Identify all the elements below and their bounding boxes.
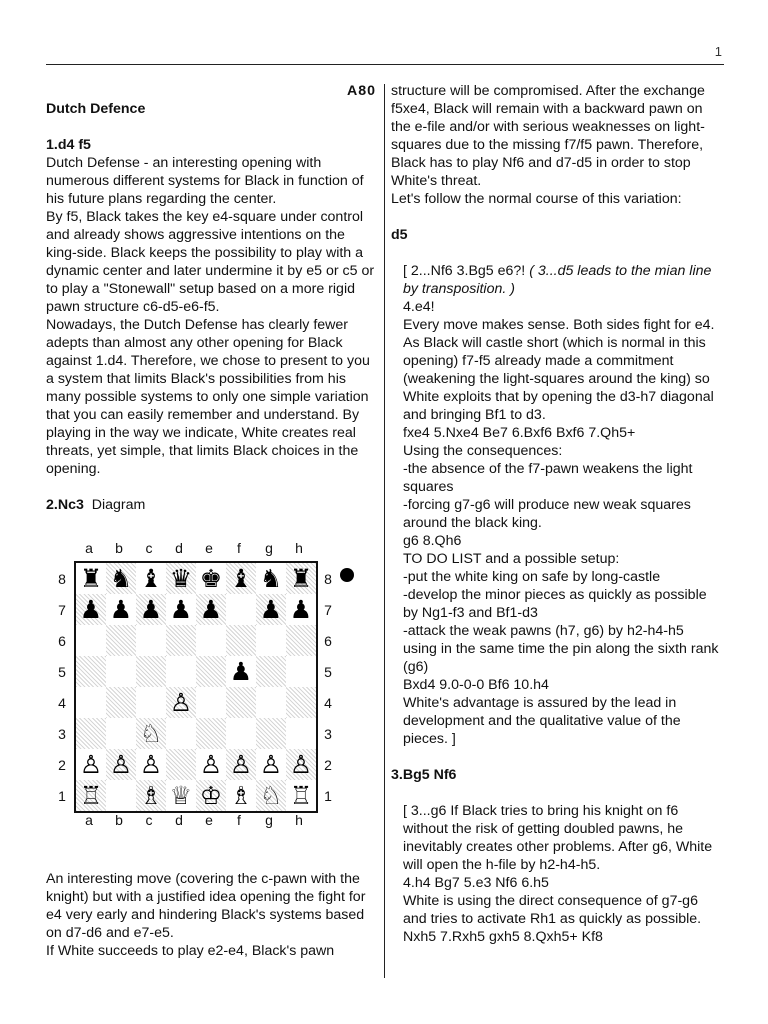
square-e4 [196,687,226,718]
square-b6 [106,625,136,656]
file-label: g [265,812,273,828]
variation-1-d: Using the consequences: [403,443,563,459]
chess-piece-icon: ♟ [229,657,253,686]
rank-label: 5 [324,664,332,680]
square-b3 [106,718,136,749]
square-g5 [256,656,286,687]
rank-label: 3 [58,726,66,742]
chess-piece-icon: ♟ [259,595,283,624]
chess-piece-icon: ♙ [139,750,163,779]
chess-piece-icon: ♟ [289,595,313,624]
left-column-lower [46,870,376,960]
variation-1-m: White's advantage is assured by the lead in development and the qualitative value of the pieces. ] [403,695,681,747]
chess-piece-icon: ♙ [79,750,103,779]
chess-board [74,561,318,813]
square-b1 [106,780,136,811]
header-rule [46,64,724,65]
square-c5 [136,656,166,687]
paragraph-2: By f5, Black takes the key e4-square under control and already shows aggressive intentions on the king-side. Black keeps the possibility to play with a dynamic center and later undermine it by e5 or c5 or to play a "Stonewall" setup based on a more rigid pawn structure c6-d5-e6-f5. [46,209,375,315]
file-label: d [175,812,183,828]
file-label: g [265,540,273,556]
chess-piece-icon: ♜ [289,564,313,593]
rank-labels-left [54,564,70,812]
square-h6 [286,625,316,656]
square-b4 [106,687,136,718]
rank-label: 5 [58,664,66,680]
square-f4 [226,687,256,718]
chess-piece-icon: ♕ [169,781,193,810]
move-2: 2.Nc3 [46,497,84,513]
square-h8 [286,563,316,594]
square-f6 [226,625,256,656]
move-3: 3.Bg5 Nf6 [391,767,457,783]
chess-piece-icon: ♖ [289,781,313,810]
file-label: f [237,812,241,828]
square-c7 [136,594,166,625]
square-b5 [106,656,136,687]
chess-piece-icon: ♗ [139,781,163,810]
file-label: d [175,540,183,556]
after-diagram-1: An interesting move (covering the c-pawn with the knight) but with a justified idea opening the fight for e4 very early and hindering Black's systems based on d7-d6 and e7-e5. [46,871,366,941]
square-d2 [166,749,196,780]
chess-piece-icon: ♙ [259,750,283,779]
square-f5 [226,656,256,687]
file-label: b [115,812,123,828]
square-f2 [226,749,256,780]
variation-2-c: White is using the direct consequence of g7-g6 and tries to activate Rh1 as quickly as possible. Nxh5 7.Rxh5 gxh5 8.Qxh5+ Kf8 [403,893,702,945]
move-1: 1.d4 f5 [46,137,91,153]
square-b7 [106,594,136,625]
chess-diagram [52,540,367,830]
square-d6 [166,625,196,656]
chess-piece-icon: ♟ [139,595,163,624]
rank-label: 2 [58,757,66,773]
file-label: c [145,812,153,828]
chess-piece-icon: ♙ [289,750,313,779]
variation-1-l: Bxd4 9.0-0-0 Bf6 10.h4 [403,677,549,693]
chess-piece-icon: ♟ [109,595,133,624]
chess-piece-icon: ♙ [199,750,223,779]
square-g2 [256,749,286,780]
square-e7 [196,594,226,625]
square-g7 [256,594,286,625]
file-label: h [295,540,303,556]
file-label: e [205,812,213,828]
rank-label: 3 [324,726,332,742]
variation-1-open [403,262,721,298]
variation-2-b: 4.h4 Bg7 5.e3 Nf6 6.h5 [403,875,549,891]
rank-labels-right [320,564,336,812]
rank-label: 6 [324,633,332,649]
move-d5: d5 [391,227,408,243]
file-labels-top [74,540,314,556]
variation-1-note: ( 3...d5 leads to the mian line by transposition. ) [403,263,712,297]
page-number: 1 [714,44,722,59]
variation-1-j: -develop the minor pieces as quickly as possible by Ng1-f3 and Bf1-d3 [403,587,707,621]
square-a4 [76,687,106,718]
square-f3 [226,718,256,749]
chess-piece-icon: ♖ [79,781,103,810]
rank-label: 8 [58,571,66,587]
square-g8 [256,563,286,594]
square-b8 [106,563,136,594]
square-h4 [286,687,316,718]
left-column [46,82,376,514]
square-h7 [286,594,316,625]
variation-1-b: Every move makes sense. Both sides fight for e4. As Black will castle short (which is normal in this opening) f7-f5 already made a commitment (weakening the light-squares around the king) so White exploits that by opening the d3-h7 diagonal and bringing Bf1 to d3. [403,317,715,423]
square-d8 [166,563,196,594]
square-c1 [136,780,166,811]
chess-piece-icon: ♙ [109,750,133,779]
rank-label: 4 [58,695,66,711]
square-e1 [196,780,226,811]
variation-1-k: -attack the weak pawns (h7, g6) by h2-h4-h5 using in the same time the pin along the sixth rank (g6) [403,623,719,675]
file-label: h [295,812,303,828]
square-b2 [106,749,136,780]
square-h3 [286,718,316,749]
paragraph-1: Dutch Defense - an interesting opening with numerous different systems for Black in function of his future plans regarding the center. [46,155,364,207]
chess-piece-icon: ♟ [169,595,193,624]
chess-piece-icon: ♛ [169,564,193,593]
right-para-1: structure will be compromised. After the exchange f5xe4, Black will remain with a backward pawn on the e-file and/or with serious weaknesses on light-squares due to the missing f7/f5 pawn. Therefore, Black has to play Nf6 and d7-d5 in order to stop White's threat. [391,83,705,189]
square-e3 [196,718,226,749]
square-c8 [136,563,166,594]
variation-1-g: g6 8.Qh6 [403,533,462,549]
square-c6 [136,625,166,656]
chess-piece-icon: ♝ [229,564,253,593]
square-d1 [166,780,196,811]
variation-1-a: 4.e4! [403,299,435,315]
opening-title: Dutch Defence [46,101,146,117]
variation-2-a: [ 3...g6 If Black tries to bring his knight on f6 without the risk of getting doubled pawns, he inevitably creates other problems. After g6, White will open the h-file by h2-h4-h5. [403,803,713,873]
chess-piece-icon: ♘ [139,719,163,748]
square-h2 [286,749,316,780]
chess-piece-icon: ♞ [109,564,133,593]
file-label: e [205,540,213,556]
square-a8 [76,563,106,594]
square-c3 [136,718,166,749]
chess-piece-icon: ♗ [229,781,253,810]
square-c2 [136,749,166,780]
square-a5 [76,656,106,687]
rank-label: 7 [58,602,66,618]
chess-piece-icon: ♟ [199,595,223,624]
variation-1 [391,262,721,748]
square-h1 [286,780,316,811]
square-d7 [166,594,196,625]
chess-piece-icon: ♞ [259,564,283,593]
square-f7 [226,594,256,625]
rank-label: 8 [324,571,332,587]
square-a2 [76,749,106,780]
square-d5 [166,656,196,687]
column-divider [384,84,385,978]
variation-1-i: -put the white king on safe by long-castle [403,569,661,585]
variation-1-moves: [ 2...Nf6 3.Bg5 e6?! [403,263,530,279]
variation-1-h: TO DO LIST and a possible setup: [403,551,620,567]
chess-piece-icon: ♔ [199,781,223,810]
square-d4 [166,687,196,718]
right-para-2: Let's follow the normal course of this variation: [391,191,682,207]
square-d3 [166,718,196,749]
square-e2 [196,749,226,780]
variation-2 [391,802,721,946]
square-e5 [196,656,226,687]
chess-piece-icon: ♙ [169,688,193,717]
square-a6 [76,625,106,656]
rank-label: 4 [324,695,332,711]
file-label: a [85,540,93,556]
chess-piece-icon: ♙ [229,750,253,779]
chess-piece-icon: ♘ [259,781,283,810]
square-a7 [76,594,106,625]
square-a1 [76,780,106,811]
square-h5 [286,656,316,687]
file-label: c [145,540,153,556]
file-labels-bottom [74,812,314,828]
black-to-move-indicator [340,568,354,582]
rank-label: 7 [324,602,332,618]
square-g6 [256,625,286,656]
paragraph-3: Nowadays, the Dutch Defense has clearly fewer adepts than almost any other opening for Black against 1.d4. Therefore, we chose to present to you a system that limits Black's possibilities from his many possible systems to only one simple variation that you can easily remember and understand. By playing in the way we indicate, White creates real threats, yet simple, that limits Black choices in the opening. [46,317,370,477]
chess-piece-icon: ♚ [199,564,223,593]
variation-1-f: -forcing g7-g6 will produce new weak squares around the black king. [403,497,691,531]
file-label: b [115,540,123,556]
square-g1 [256,780,286,811]
square-f8 [226,563,256,594]
move-2-line [46,496,376,514]
square-e6 [196,625,226,656]
square-e8 [196,563,226,594]
eco-code: A80 [346,83,376,99]
rank-label: 1 [324,788,332,804]
file-label: a [85,812,93,828]
diagram-label: Diagram [91,497,146,513]
rank-label: 6 [58,633,66,649]
square-g3 [256,718,286,749]
after-diagram-2: If White succeeds to play e2-e4, Black's pawn [46,943,335,959]
square-a3 [76,718,106,749]
right-column [391,82,721,946]
chess-piece-icon: ♟ [79,595,103,624]
chess-piece-icon: ♜ [79,564,103,593]
chess-piece-icon: ♝ [139,564,163,593]
square-c4 [136,687,166,718]
rank-label: 1 [58,788,66,804]
rank-label: 2 [324,757,332,773]
square-f1 [226,780,256,811]
file-label: f [237,540,241,556]
variation-1-c: fxe4 5.Nxe4 Be7 6.Bxf6 Bxf6 7.Qh5+ [403,425,636,441]
square-g4 [256,687,286,718]
variation-1-e: -the absence of the f7-pawn weakens the light squares [403,461,693,495]
